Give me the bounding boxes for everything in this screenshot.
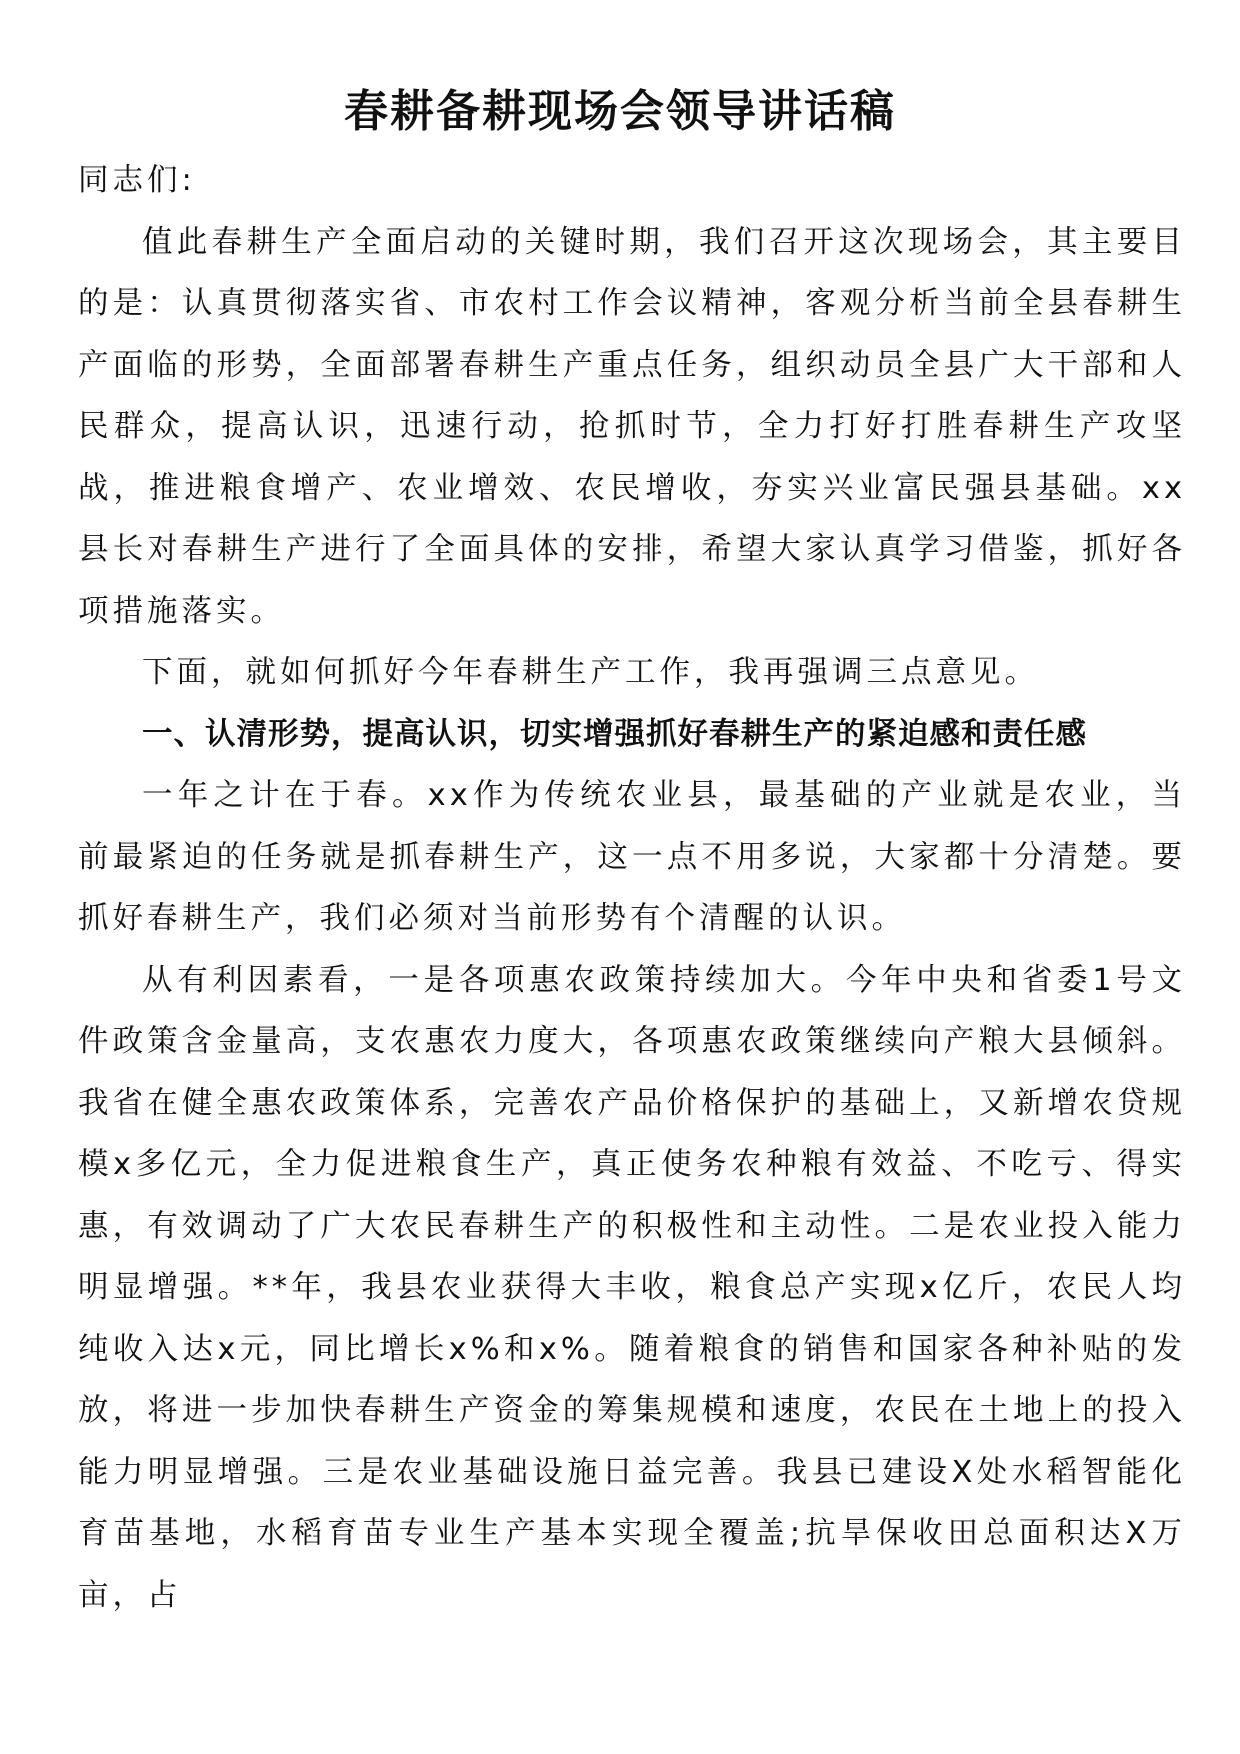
section-heading-1: 一、认清形势，提高认识，切实增强抓好春耕生产的紧迫感和责任感 [142, 716, 1087, 752]
salutation: 同志们: [78, 163, 196, 198]
document-title: 春耕备耕现场会领导讲话稿 [344, 86, 896, 137]
document-body [78, 150, 1186, 1626]
paragraph-opening: 值此春耕生产全面启动的关键时期，我们召开这次现场会，其主要目的是：认真贯彻落实省、市农村工作会议精神，客观分析当前全县春耕生产面临的形势，全面部署春耕生产重点任务，组织动员全县广大干部和人民群众，提高认识，迅速行动，抢抓时节，全力打好打胜春耕生产攻坚战，推进粮食增产、农业增效、农民增收，夯实兴业富民强县基础。xx县长对春耕生产进行了全面具体的安排，希望大家认真学习借鉴，抓好各项措施落实。 [78, 224, 1186, 629]
paragraph-intro-points: 下面，就如何抓好今年春耕生产工作，我再强调三点意见。 [142, 655, 1039, 690]
paragraph-spring-plan: 一年之计在于春。xx作为传统农业县，最基础的产业就是农业，当前最紧迫的任务就是抓春耕生产，这一点不用多说，大家都十分清楚。要抓好春耕生产，我们必须对当前形势有个清醒的认识。 [78, 778, 1186, 936]
paragraph-favorable-factors: 从有利因素看，一是各项惠农政策持续加大。今年中央和省委1号文件政策含金量高，支农惠农力度大，各项惠农政策继续向产粮大县倾斜。我省在健全惠农政策体系，完善农产品价格保护的基础上，又新增农贷规模x多亿元，全力促进粮食生产，真正使务农种粮有效益、不吃亏、得实惠，有效调动了广大农民春耕生产的积极性和主动性。二是农业投入能力明显增强。**年，我县农业获得大丰收，粮食总产实现x亿斤，农民人均纯收入达x元，同比增长x%和x%。随着粮食的销售和国家各种补贴的发放，将进一步加快春耕生产资金的筹集规模和速度，农民在土地上的投入能力明显增强。三是农业基础设施日益完善。我县已建设X处水稻智能化育苗基地，水稻育苗专业生产基本实现全覆盖;抗旱保收田总面积达X万亩，占 [78, 962, 1186, 1613]
